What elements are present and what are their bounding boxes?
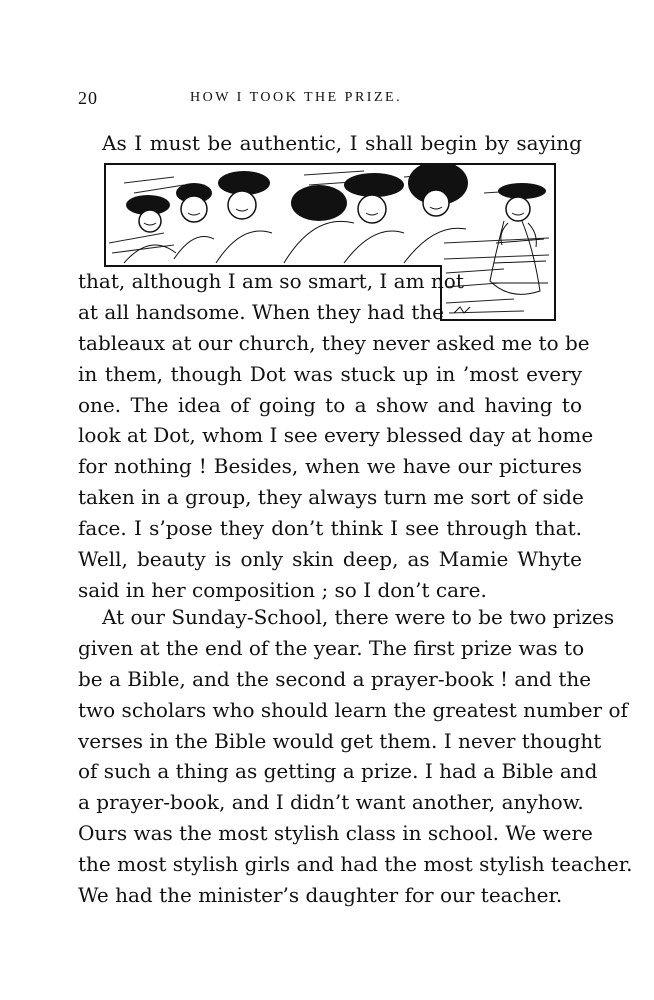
text-line: the most stylish girls and had the most stylish teacher. — [78, 852, 633, 877]
text-line: face. I s’pose they don’t think I see through that. — [78, 516, 582, 541]
text-line: At our Sunday-School, there were to be two prizes — [102, 605, 615, 629]
text-line: one. The idea of going to a show and having to — [78, 392, 582, 417]
text-line: look at Dot, whom I see every blessed day at home — [78, 423, 594, 448]
text-line: be a Bible, and the second a prayer-book ! and the — [78, 666, 592, 691]
page-header — [78, 88, 578, 110]
text-line: tableaux at our church, they never asked me to be — [78, 330, 590, 355]
text-line: of such a thing as getting a prize. I had a Bible and — [78, 759, 598, 784]
text-line: As I must be authentic, I shall begin by saying — [102, 131, 582, 155]
text-line: in them, though Dot was stuck up in ’most every — [78, 361, 582, 386]
text-line: taken in a group, they always turn me sort of side — [78, 485, 584, 510]
text-line: a prayer-book, and I didn’t want another, anyhow. — [78, 790, 584, 815]
text-line: said in her composition ; so I don’t care. — [78, 577, 487, 602]
text-line: that, although I am so smart, I am not — [78, 269, 464, 293]
paragraph-1-opening — [78, 128, 582, 159]
paragraph-1-continued — [78, 266, 594, 606]
text-line: for nothing ! Besides, when we have our pictures — [78, 454, 582, 479]
running-title: HOW I TOOK THE PRIZE. — [190, 90, 403, 105]
text-line: given at the end of the year. The first prize was to — [78, 635, 585, 660]
text-line: We had the minister’s daughter for our teacher. — [78, 883, 563, 908]
page-number: 20 — [78, 88, 98, 108]
text-line: Well, beauty is only skin deep, as Mamie Whyte — [78, 547, 582, 572]
text-line: Ours was the most stylish class in school. We were — [78, 821, 593, 846]
text-line: two scholars who should learn the greatest number of — [78, 697, 628, 722]
paragraph-2 — [78, 602, 633, 911]
text-line: verses in the Bible would get them. I never thought — [78, 728, 602, 753]
text-line: at all handsome. When they had the — [78, 299, 444, 324]
